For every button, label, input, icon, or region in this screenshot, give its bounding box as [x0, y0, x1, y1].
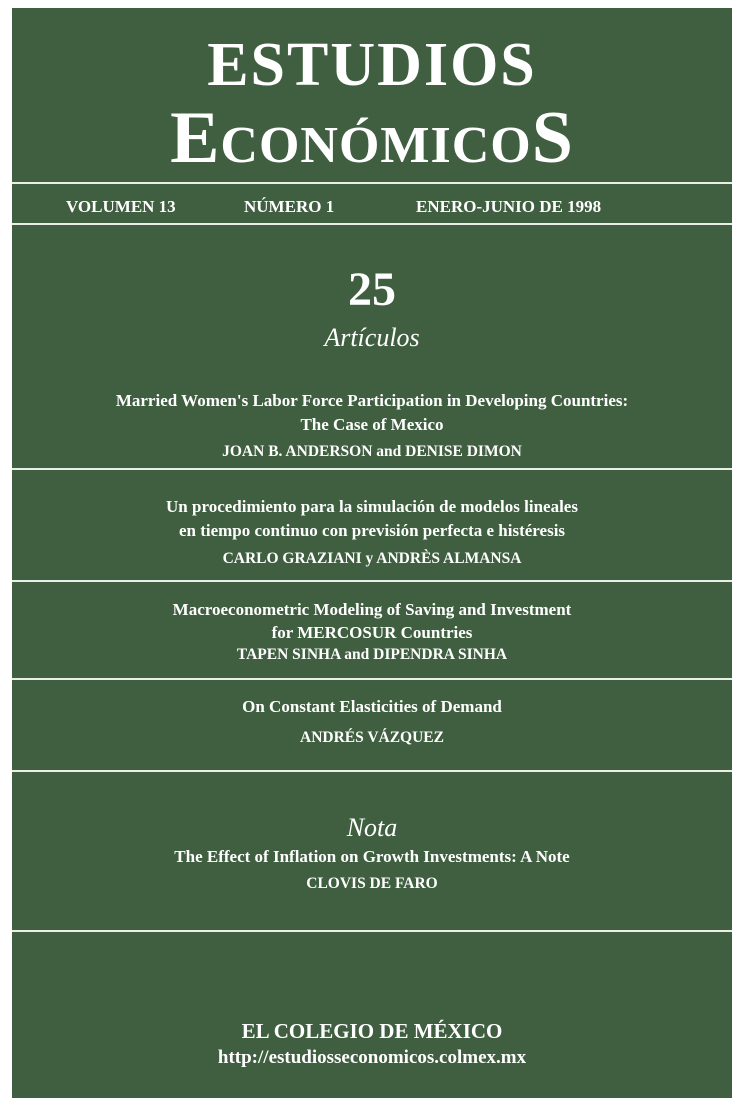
articles-heading: Artículos: [324, 323, 420, 352]
number-label: NÚMERO 1: [244, 197, 335, 216]
article-authors: TAPEN SINHA and DIPENDRA SINHA: [236, 646, 508, 663]
article-title-line: for MERCOSUR Countries: [271, 623, 473, 642]
divider: [12, 580, 732, 582]
article-title-line: The Case of Mexico: [300, 415, 444, 434]
article-authors: CARLO GRAZIANI y ANDRÈS ALMANSA: [222, 550, 522, 567]
note-title: The Effect of Inflation on Growth Investments: A Note: [174, 847, 570, 866]
note-authors: CLOVIS DE FARO: [306, 875, 438, 892]
date-label: ENERO-JUNIO DE 1998: [416, 197, 602, 216]
divider: [12, 930, 732, 932]
journal-title-line1: ESTUDIOS: [207, 31, 537, 99]
article-title-line: On Constant Elasticities of Demand: [242, 697, 502, 716]
issue-sequence-number: 25: [348, 263, 396, 316]
article-title-line: Macroeconometric Modeling of Saving and Investment: [172, 600, 572, 619]
journal-cover: [12, 8, 732, 1098]
divider: [12, 468, 732, 470]
article-title-line: Married Women's Labor Force Participation in Developing Countries:: [115, 391, 629, 410]
divider: [12, 223, 732, 225]
divider: [12, 678, 732, 680]
publisher-url: http://estudiosseconomicos.colmex.mx: [217, 1047, 527, 1068]
divider: [12, 770, 732, 772]
publisher-name: EL COLEGIO DE MÉXICO: [241, 1019, 503, 1043]
divider: [12, 182, 732, 184]
note-heading: Nota: [346, 813, 398, 842]
article-title-line: en tiempo continuo con previsión perfecta e histéresis: [178, 521, 566, 540]
journal-title-line2: EconómicoS: [170, 97, 574, 179]
volume-label: VOLUMEN 13: [66, 197, 176, 216]
article-title-line: Un procedimiento para la simulación de modelos lineales: [166, 497, 578, 516]
article-authors: JOAN B. ANDERSON and DENISE DIMON: [222, 443, 522, 460]
article-authors: ANDRÉS VÁZQUEZ: [300, 729, 444, 746]
